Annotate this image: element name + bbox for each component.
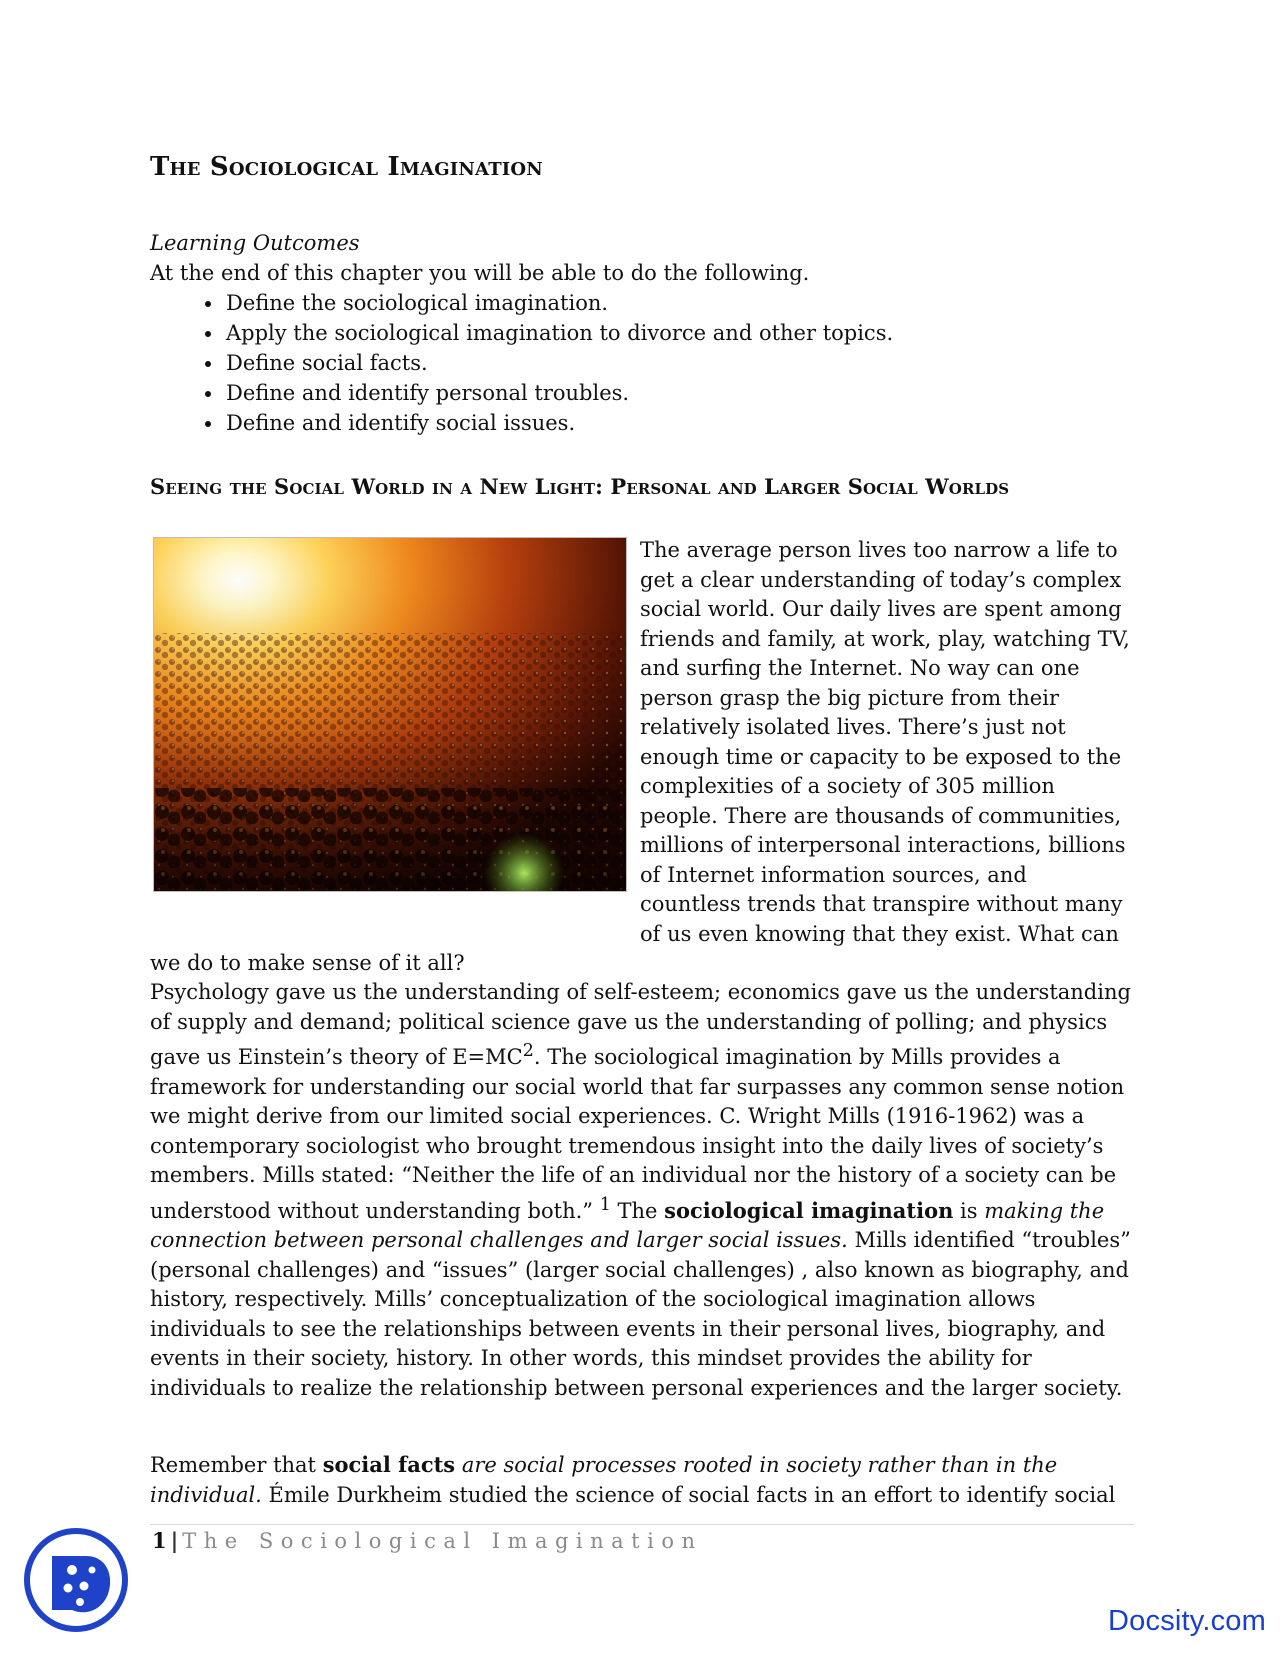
footer-separator: | bbox=[170, 1528, 179, 1553]
paragraph-text: The bbox=[610, 1198, 665, 1223]
paragraph-text: Mills identified “troubles” (personal challenges) and “issues” (larger social challenges) , also known as biography, and history, respectively. Mills’ conceptualization of the sociological imagination allows individuals to see the relationships between events in their personal lives, biography, and events in their society, history. In other words, this mindset provides the ability for individuals to realize the relationship between personal experiences and the larger society. bbox=[150, 1228, 1131, 1400]
intro-paragraph-block bbox=[150, 536, 1130, 979]
superscript-two: 2 bbox=[522, 1041, 534, 1061]
image-float-spacer bbox=[150, 536, 640, 926]
list-item: • Define social facts. bbox=[224, 348, 1140, 378]
list-item: • Define and identify personal troubles. bbox=[224, 378, 1140, 408]
document-title: The Sociological Imagination bbox=[150, 152, 543, 182]
term-definition: are social processes rooted in society rather than in the individual. bbox=[150, 1453, 1058, 1507]
list-item: • Define and identify social issues. bbox=[224, 408, 1140, 438]
sociological-imagination-paragraph bbox=[150, 978, 1140, 1403]
key-term: social facts bbox=[322, 1452, 456, 1477]
list-item: • Define the sociological imagination. bbox=[224, 288, 1140, 318]
social-facts-paragraph bbox=[150, 1450, 1140, 1510]
footnote-reference: 1 bbox=[599, 1194, 611, 1215]
docsity-logo-icon bbox=[22, 1526, 130, 1634]
key-term: sociological imagination bbox=[664, 1197, 954, 1223]
learning-outcomes-list bbox=[150, 288, 1140, 438]
paragraph-text: Émile Durkheim studied the science of social facts in an effort to identify social bbox=[261, 1482, 1116, 1507]
intro-paragraph: The average person lives too narrow a life to get a clear understanding of today’s complex social world. Our daily lives are spent among friends and family, at work, play, watching TV, and surfing the Internet. No way can one person grasp the big picture from their relatively isolated lives. There’s just not enough time or capacity to be exposed to the complexities of a society of 305 million people. There are thousands of communities, millions of interpersonal interactions, billions of Internet information sources, and countless trends that transpire without many of us even knowing that they exist. What can we do to make sense of it all? bbox=[150, 538, 1130, 975]
docsity-watermark-link[interactable]: Docsity.com bbox=[1108, 1605, 1266, 1637]
paragraph-text: is bbox=[953, 1198, 985, 1223]
list-item: • Apply the sociological imagination to divorce and other topics. bbox=[224, 318, 1140, 348]
paragraph-text: Remember that bbox=[150, 1453, 323, 1477]
paragraph-text: . The sociological imagination by Mills provides a framework for understanding our social world that far surpasses any common sense notion we might derive from our limited social experiences. C. Wright Mills (1916-1962) was a contemporary sociologist who brought tremendous insight into the daily lives of society’s members. Mills stated: “Neither the life of an individual nor the history of a society can be understood without understanding both.” bbox=[150, 1045, 1125, 1223]
paragraph-text: Psychology gave us the understanding of self-esteem; economics gave us the understanding of supply and demand; political science gave us the understanding of polling; and physics gave us Einstein’s theory of E=MC bbox=[150, 980, 1131, 1069]
page-number: 1 bbox=[152, 1528, 167, 1553]
section-heading: Seeing the Social World in a New Light: Personal and Larger Social Worlds bbox=[150, 474, 1010, 499]
footer-divider bbox=[150, 1524, 1134, 1525]
term-definition: making the connection between personal challenges and larger social issues. bbox=[150, 1198, 1105, 1252]
learning-outcomes bbox=[150, 228, 1140, 438]
page-footer bbox=[152, 1528, 703, 1553]
learning-outcomes-intro: At the end of this chapter you will be able to do the following. bbox=[150, 261, 810, 285]
running-title: The Sociological Imagination bbox=[182, 1529, 703, 1553]
learning-outcomes-heading: Learning Outcomes bbox=[150, 231, 360, 255]
